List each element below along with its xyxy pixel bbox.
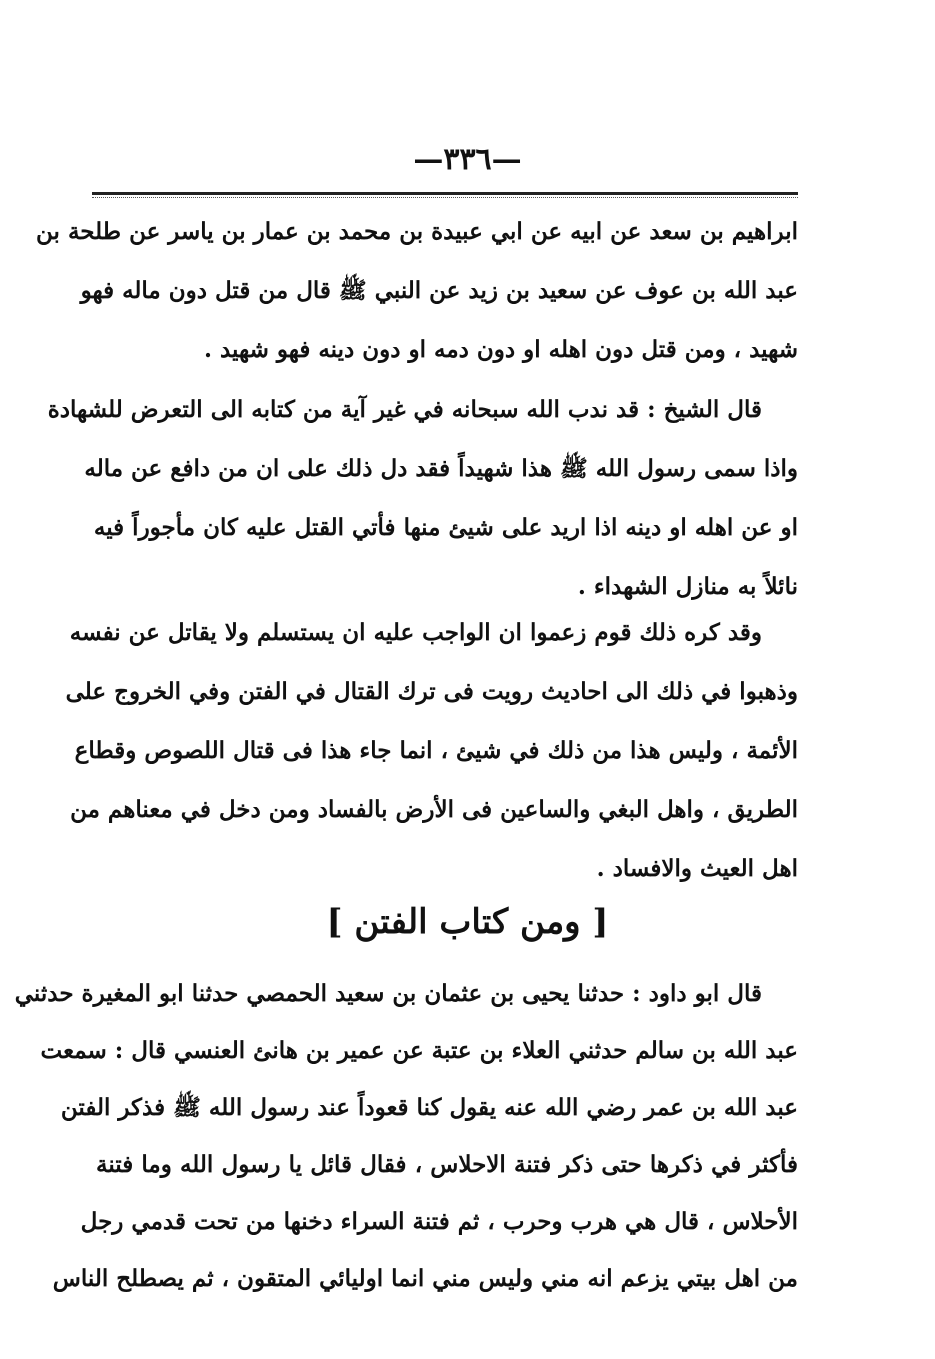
paragraph-4 <box>14 965 798 1307</box>
text-line: او عن اهله او دينه اذا اريد على شيئ منها فأتي القتل عليه كان مأجوراً فيه <box>93 514 798 541</box>
section-heading: [ ومن كتاب الفتن ] <box>326 902 609 942</box>
text-line: قال ابو داود : حدثنا يحيى بن عثمان بن سعيد الحمصي حدثنا ابو المغيرة حدثني <box>14 980 762 1007</box>
text-line: عبد الله بن عوف عن سعيد بن زيد عن النبي ﷺ قال من قتل دون ماله فهو <box>80 277 798 304</box>
page-number: —٣٣٦— <box>413 142 522 177</box>
text-line: قال الشيخ : قد ندب الله سبحانه في غير آية من كتابه الى التعرض للشهادة <box>47 396 762 423</box>
text-line: فأكثر في ذكرها حتى ذكر فتنة الاحلاس ، فقال قائل يا رسول الله وما فتنة <box>96 1151 798 1178</box>
paragraph-1 <box>36 202 798 379</box>
text-line: شهيد ، ومن قتل دون اهله او دون دمه او دون دينه فهو شهيد . <box>203 336 798 363</box>
paragraph-3 <box>65 603 798 898</box>
text-line: وذهبوا في ذلك الى احاديث رويت فى ترك القتال في الفتن وفي الخروج على <box>65 678 798 705</box>
text-line: وقد كره ذلك قوم زعموا ان الواجب عليه ان يستسلم ولا يقاتل عن نفسه <box>69 619 762 646</box>
text-line: عبد الله بن سالم حدثني العلاء بن عتبة عن عمير بن هانئ العنسي قال : سمعت <box>40 1037 798 1064</box>
text-line: نائلاً به منازل الشهداء . <box>577 573 798 600</box>
text-line: الطريق ، واهل البغي والساعين فى الأرض بالفساد ومن دخل في معناهم من <box>70 796 798 823</box>
text-line: ابراهيم بن سعد عن ابيه عن ابي عبيدة بن محمد بن عمار بن ياسر عن طلحة بن <box>36 218 798 245</box>
text-line: الأئمة ، وليس هذا من ذلك في شيئ ، انما جاء هذا فى قتال اللصوص وقطاع <box>74 737 798 764</box>
text-line: عبد الله بن عمر رضي الله عنه يقول كنا قعوداً عند رسول الله ﷺ فذكر الفتن <box>60 1094 798 1121</box>
text-line: واذا سمى رسول الله ﷺ هذا شهيداً فقد دل ذلك على ان من دافع عن ماله <box>84 455 798 482</box>
text-line: اهل العيث والافساد . <box>596 855 798 882</box>
header-rule <box>92 192 798 195</box>
text-line: الأحلاس ، قال هي هرب وحرب ، ثم فتنة السراء دخنها من تحت قدمي رجل <box>80 1208 798 1235</box>
text-line: من اهل بيتي يزعم انه مني وليس مني انما اوليائي المتقون ، ثم يصطلح الناس <box>52 1265 798 1292</box>
header-rule-dotted <box>92 197 798 198</box>
paragraph-2 <box>47 380 798 616</box>
